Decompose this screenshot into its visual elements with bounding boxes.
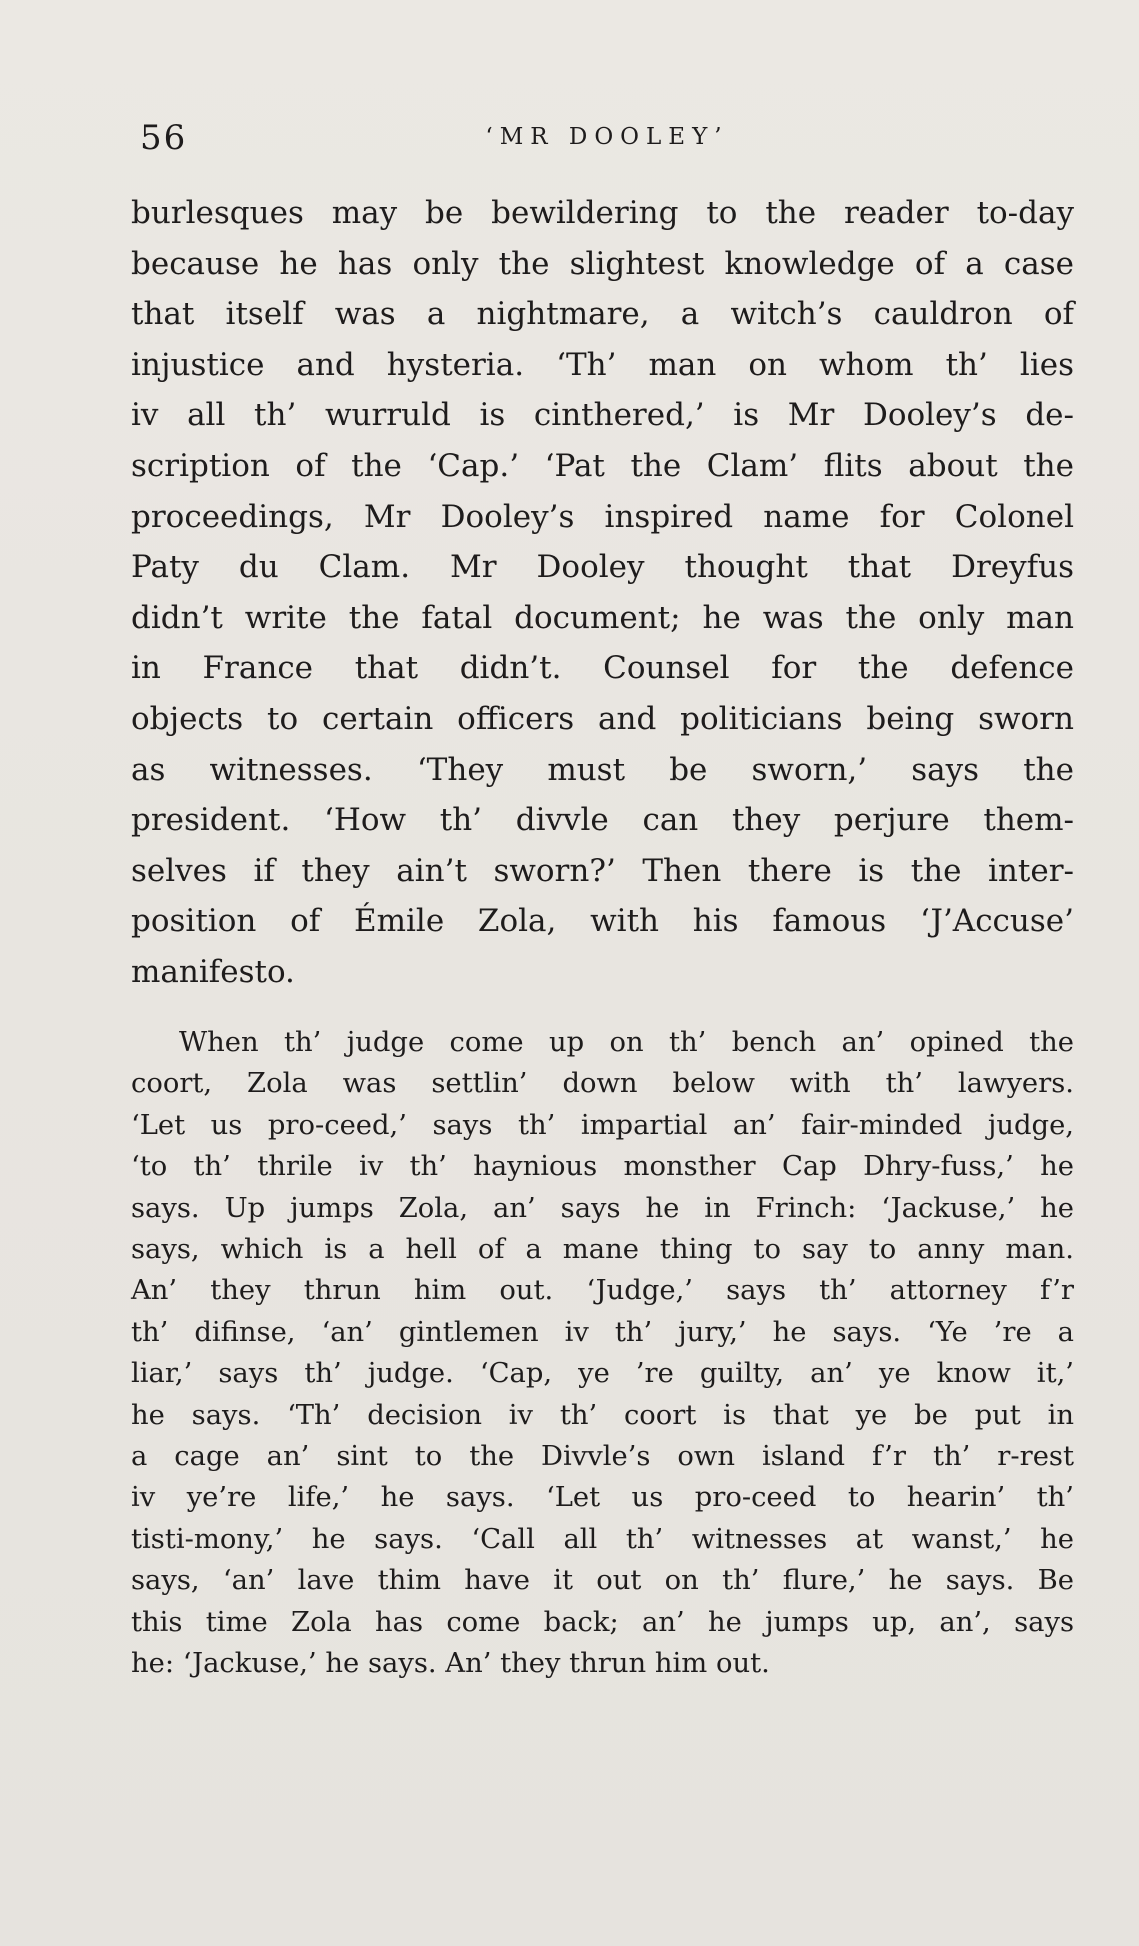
quote-line: tisti-mony,’ he says. ‘Call all th’ witnesses at wanst,’ he (131, 1523, 1074, 1555)
running-head (140, 118, 1074, 158)
quote-line: An’ they thrun him out. ‘Judge,’ says th’ attorney f’r (131, 1275, 1074, 1307)
text-line: because he has only the slightest knowledge of a case (131, 245, 1074, 282)
quote-line: says, ‘an’ lave thim have it out on th’ flure,’ he says. Be (131, 1565, 1074, 1597)
quote-line: coort, Zola was settlin’ down below with th’ lawyers. (131, 1068, 1074, 1100)
paragraph (131, 188, 1074, 998)
running-title: ‘MR DOOLEY’ (485, 124, 729, 150)
text-line: manifesto. (131, 953, 295, 990)
text-line: as witnesses. ‘They must be sworn,’ says the (131, 751, 1074, 788)
text-line: injustice and hysteria. ‘Th’ man on whom th’ lies (131, 346, 1074, 383)
quote-line: th’ difinse, ‘an’ gintlemen iv th’ jury,’ he says. ‘Ye ’re a (131, 1316, 1074, 1348)
body-paragraph (131, 188, 1074, 998)
text-line: burlesques may be bewildering to the reader to-day (131, 195, 1074, 231)
quote-line: he says. ‘Th’ decision iv th’ coort is that ye be put in (131, 1399, 1074, 1431)
text-line: iv all th’ wurruld is cinthered,’ is Mr Dooley’s de- (131, 397, 1074, 434)
text-line: position of Émile Zola, with his famous ‘J’Accuse’ (131, 903, 1074, 940)
text-line: objects to certain officers and politicians being sworn (131, 700, 1074, 737)
text-line: proceedings, Mr Dooley’s inspired name for Colonel (131, 498, 1074, 535)
text-line: in France that didn’t. Counsel for the defence (131, 650, 1074, 687)
text-line: didn’t write the fatal document; he was the only man (131, 599, 1074, 636)
quotation-paragraph (131, 1022, 1074, 1685)
quote-line: When th’ judge come up on th’ bench an’ opined the (179, 1027, 1074, 1058)
quote-line: iv ye’re life,’ he says. ‘Let us pro-ceed to hearin’ th’ (131, 1482, 1074, 1514)
quote-line: liar,’ says th’ judge. ‘Cap, ye ’re guilty, an’ ye know it,’ (131, 1358, 1074, 1390)
text-line: president. ‘How th’ divvle can they perjure them- (131, 802, 1074, 839)
quote-line: says, which is a hell of a mane thing to say to anny man. (131, 1234, 1074, 1266)
quote-line: this time Zola has come back; an’ he jumps up, an’, says (131, 1606, 1074, 1638)
quote-line: ‘to th’ thrile iv th’ haynious monsther Cap Dhry-fuss,’ he (131, 1151, 1074, 1183)
quote-line: says. Up jumps Zola, an’ says he in Frinch: ‘Jackuse,’ he (131, 1192, 1074, 1224)
text-line: Paty du Clam. Mr Dooley thought that Dreyfus (131, 549, 1074, 586)
quote-line: a cage an’ sint to the Divvle’s own island f’r th’ r-rest (131, 1441, 1074, 1473)
text-line: that itself was a nightmare, a witch’s cauldron of (131, 296, 1074, 333)
text-line: scription of the ‘Cap.’ ‘Pat the Clam’ flits about the (131, 447, 1074, 484)
text-line: selves if they ain’t sworn?’ Then there is the inter- (131, 852, 1074, 889)
quote-line: he: ‘Jackuse,’ he says. An’ they thrun him out. (131, 1648, 770, 1680)
block-quotation (131, 1022, 1074, 1685)
page-number: 56 (140, 118, 188, 158)
quote-line: ‘Let us pro-ceed,’ says th’ impartial an’ fair-minded judge, (131, 1109, 1074, 1141)
